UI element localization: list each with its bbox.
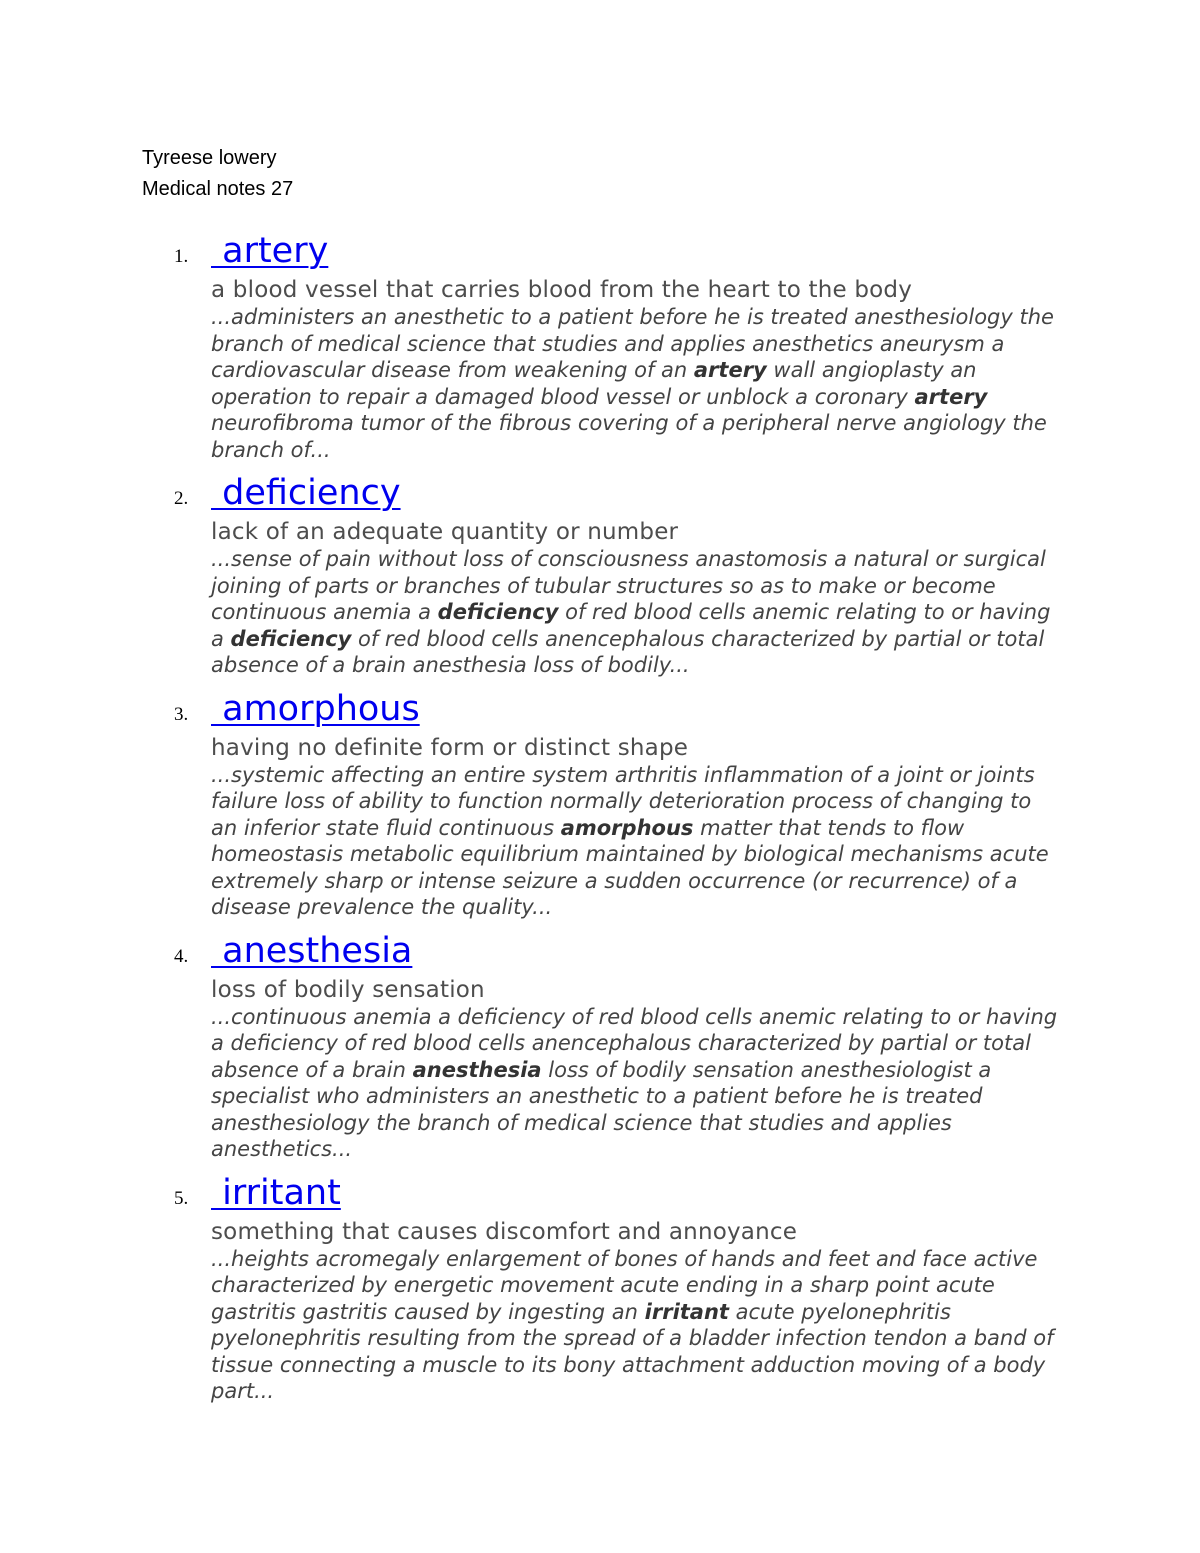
document-title: Medical notes 27 (142, 178, 294, 200)
term-definition: having no definite form or distinct shape (211, 734, 689, 761)
author-name: Tyreese lowery (142, 147, 277, 169)
term-definition: loss of bodily sensation (211, 976, 485, 1003)
highlighted-term: irritant (644, 1299, 729, 1324)
excerpt-text: ...administers an anesthetic to a patient before he is treated anesthesiology the branch of medical science that studies and applies anesthetics aneurysm a cardiovascular disease from weakening of an (211, 305, 1054, 382)
highlighted-term: amorphous (560, 815, 694, 840)
term-definition: something that causes discomfort and annoyance (211, 1218, 798, 1245)
list-number: 2. (174, 488, 189, 509)
term-link[interactable]: anesthesia (211, 930, 413, 971)
highlighted-term: deficiency (230, 626, 352, 651)
term-excerpt (211, 1004, 1061, 1163)
list-number: 1. (174, 246, 189, 267)
excerpt-text: ...heights acromegaly enlargement of bones of hands and feet and face active characterized by energetic movement acute ending in a sharp point acute gastritis gastritis caused by ingesting an (211, 1246, 1038, 1324)
term-excerpt (211, 762, 1061, 921)
highlighted-term: artery (914, 384, 988, 409)
excerpt-text: neurofibroma tumor of the fibrous covering of a peripheral nerve angiology the branch of... (211, 411, 1047, 462)
list-number: 3. (174, 703, 189, 725)
term-link[interactable]: amorphous (211, 688, 420, 729)
excerpt-text: ...continuous anemia a deficiency of red blood cells anemic relating to or having a deficiency of red blood cells anencephalous characterized by partial or total absence of a brain (211, 1004, 1058, 1082)
list-number: 4. (174, 945, 189, 967)
term-excerpt (211, 1246, 1061, 1405)
excerpt-text: ...sense of pain without loss of consciousness anastomosis a natural or surgical joining of parts or branches of tubular structures so as to make or become continuous anemia a (211, 547, 1046, 624)
term-link[interactable]: deficiency (211, 473, 401, 513)
document-header (142, 143, 293, 205)
term-definition: a blood vessel that carries blood from the heart to the body (211, 277, 913, 303)
excerpt-text: wall angioplasty an operation to repair a damaged blood vessel or unblock a coronary (211, 358, 977, 409)
entry-content (211, 1168, 1061, 1405)
list-item (0, 468, 1200, 679)
list-item (0, 926, 1200, 1163)
excerpt-text: acute pyelonephritis pyelonephritis resulting from the spread of a bladder infection tendon a band of tissue connecting a muscle to its bony attachment adduction moving of a body part... (211, 1299, 1054, 1403)
entry-content (211, 468, 1061, 679)
term-excerpt (211, 304, 1061, 463)
term-definition: lack of an adequate quantity or number (211, 519, 679, 545)
term-link[interactable]: irritant (211, 1172, 341, 1213)
excerpt-text: of red blood cells anencephalous characterized by partial or total absence of a brain anesthesia loss of bodily... (211, 626, 1045, 677)
excerpt-text: of red blood cells anemic relating to or having a (211, 600, 1051, 651)
excerpt-text: ...systemic affecting an entire system arthritis inflammation of a joint or joints failure loss of ability to function normally deterioration process of changing to an inferior state fluid continuous (211, 762, 1035, 840)
term-link[interactable]: artery (211, 231, 329, 271)
term-excerpt (211, 546, 1061, 679)
list-item (0, 684, 1200, 921)
highlighted-term: anesthesia (412, 1057, 542, 1082)
entry-content (211, 926, 1061, 1163)
highlighted-term: deficiency (437, 600, 559, 624)
entry-content (211, 684, 1061, 921)
excerpt-text: matter that tends to flow homeostasis metabolic equilibrium maintained by biological mechanisms acute extremely sharp or intense seizure a sudden occurrence (or recurrence) of a disease prevalence the quality... (211, 815, 1049, 919)
excerpt-text: loss of bodily sensation anesthesiologist a specialist who administers an anesthetic to a patient before he is treated anesthesiology the branch of medical science that studies and applies anesthetics... (211, 1057, 992, 1161)
term-list (0, 226, 1200, 1410)
list-number: 5. (174, 1187, 189, 1209)
list-item (0, 1168, 1200, 1405)
highlighted-term: artery (693, 358, 767, 382)
list-item (0, 226, 1200, 463)
entry-content (211, 226, 1061, 463)
